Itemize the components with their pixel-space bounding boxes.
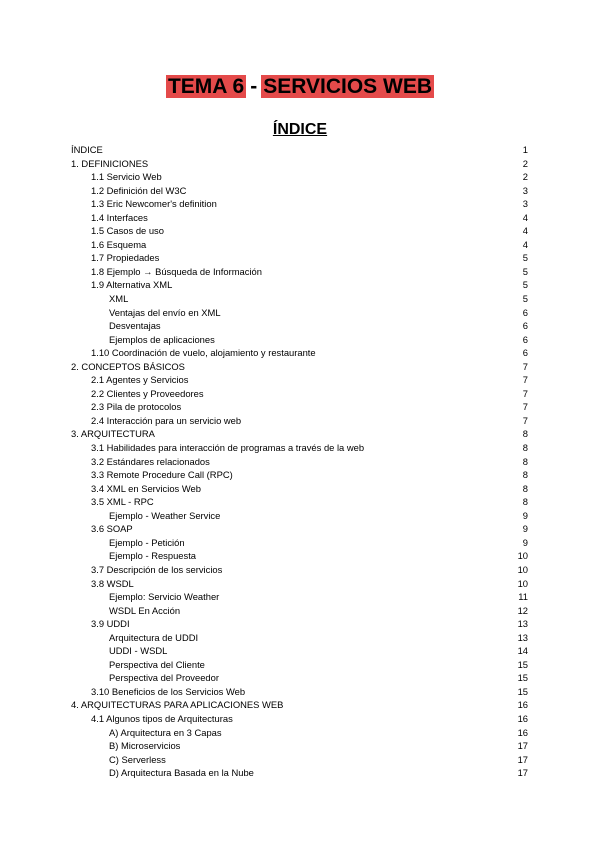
toc-entry[interactable] xyxy=(71,427,528,441)
toc-entry-label[interactable]: 4.1 Algunos tipos de Arquitecturas xyxy=(91,712,233,724)
index-heading: ÍNDICE xyxy=(272,121,328,138)
toc-entry-page-number[interactable]: 5 xyxy=(522,252,528,264)
toc-entry-page-number[interactable]: 3 xyxy=(522,198,528,210)
toc-entry-page-number[interactable]: 10 xyxy=(517,577,528,589)
toc-entry[interactable] xyxy=(71,333,528,347)
toc-entry-page-number[interactable]: 13 xyxy=(517,631,528,643)
toc-entry-label[interactable]: ÍNDICE xyxy=(71,144,103,155)
toc-entry[interactable] xyxy=(71,536,528,550)
toc-entry-page-number[interactable]: 14 xyxy=(517,645,528,657)
toc-entry-label[interactable]: 2.1 Agentes y Servicios xyxy=(91,374,189,386)
toc-entry-label[interactable]: 1.3 Eric Newcomer's definition xyxy=(91,198,217,210)
toc-entry-page-number[interactable]: 4 xyxy=(522,225,528,237)
title-topic-name: SERVICIOS WEB xyxy=(263,75,433,98)
toc-entry[interactable] xyxy=(71,157,528,171)
toc-entry-page-number[interactable]: 8 xyxy=(522,442,528,454)
toc-entry-page-number[interactable]: 9 xyxy=(522,523,528,535)
toc-entry[interactable] xyxy=(71,292,528,306)
toc-entry-page-number[interactable]: 15 xyxy=(517,685,528,697)
toc-entry-page-number[interactable]: 17 xyxy=(517,767,528,779)
toc-entry[interactable] xyxy=(71,522,528,536)
toc-entry-page-number[interactable]: 17 xyxy=(517,753,528,765)
page-title xyxy=(0,74,600,100)
toc-entry-page-number[interactable]: 9 xyxy=(522,536,528,548)
toc-entry[interactable] xyxy=(71,455,528,469)
toc-entry-page-number[interactable]: 9 xyxy=(522,509,528,521)
toc-entry-label[interactable]: 2.2 Clientes y Proveedores xyxy=(91,387,204,399)
toc-entry[interactable] xyxy=(71,278,528,292)
toc-entry-label[interactable]: XML xyxy=(109,293,129,305)
toc-entry-label[interactable]: 3.2 Estándares relacionados xyxy=(91,455,210,467)
toc-entry[interactable] xyxy=(71,197,528,211)
toc-entry-label[interactable]: 1.10 Coordinación de vuelo, alojamiento y restaurante xyxy=(91,347,316,359)
toc-entry-label[interactable]: D) Arquitectura Basada en la Nube xyxy=(109,767,254,779)
toc-entry-label[interactable]: Perspectiva del Proveedor xyxy=(109,672,219,684)
toc-entry[interactable] xyxy=(71,671,528,685)
toc-entry-page-number[interactable]: 10 xyxy=(517,550,528,562)
toc-entry[interactable] xyxy=(71,617,528,631)
toc-entry-label[interactable]: Arquitectura de UDDI xyxy=(109,631,199,643)
toc-entry-label[interactable]: 3.1 Habilidades para interacción de programas a través de la web xyxy=(91,442,365,454)
toc-entry[interactable] xyxy=(71,712,528,726)
toc-entry[interactable] xyxy=(71,319,528,333)
toc-entry[interactable] xyxy=(71,563,528,577)
toc-entry[interactable] xyxy=(71,184,528,198)
toc-entry-page-number[interactable]: 3 xyxy=(522,184,528,196)
toc-entry-page-number[interactable]: 16 xyxy=(517,699,528,711)
toc-entry-label[interactable]: 4. ARQUITECTURAS PARA APLICACIONES WEB xyxy=(71,699,284,711)
toc-entry-page-number[interactable]: 8 xyxy=(522,482,528,494)
toc-entry-label[interactable]: 2.4 Interacción para un servicio web xyxy=(91,414,242,426)
toc-entry-label[interactable]: Ejemplos de aplicaciones xyxy=(109,333,215,345)
toc-entry[interactable] xyxy=(71,482,528,496)
toc-entry-label[interactable]: WSDL En Acción xyxy=(109,604,181,616)
toc-entry[interactable] xyxy=(71,346,528,360)
toc-entry[interactable] xyxy=(71,685,528,699)
toc-entry-page-number[interactable]: 7 xyxy=(522,414,528,426)
toc-entry-page-number[interactable]: 7 xyxy=(522,401,528,413)
toc-entry-label[interactable]: Ejemplo - Petición xyxy=(109,536,185,548)
toc-entry[interactable] xyxy=(71,211,528,225)
toc-entry-page-number[interactable]: 7 xyxy=(522,360,528,372)
toc-entry-page-number[interactable]: 17 xyxy=(517,740,528,752)
toc-entry[interactable] xyxy=(71,495,528,509)
toc-entry[interactable] xyxy=(71,577,528,591)
toc-entry-label[interactable]: 1. DEFINICIONES xyxy=(71,157,149,169)
toc-entry-page-number[interactable]: 12 xyxy=(517,604,528,616)
toc-entry-page-number[interactable]: 7 xyxy=(522,387,528,399)
toc-entry-label[interactable]: 1.9 Alternativa XML xyxy=(91,279,173,291)
toc-entry-page-number[interactable]: 8 xyxy=(522,428,528,440)
toc-entry-page-number[interactable]: 5 xyxy=(522,265,528,277)
toc-entry[interactable] xyxy=(71,441,528,455)
table-of-contents xyxy=(71,143,528,780)
toc-entry[interactable] xyxy=(71,265,528,279)
toc-entry-label[interactable]: 1.8 Ejemplo → Búsqueda de Información xyxy=(91,265,262,277)
toc-entry-label[interactable]: UDDI - WSDL xyxy=(109,645,168,657)
toc-entry-page-number[interactable]: 4 xyxy=(522,211,528,223)
toc-entry[interactable] xyxy=(71,753,528,767)
toc-entry-label[interactable]: Ejemplo: Servicio Weather xyxy=(109,591,220,603)
toc-entry-page-number[interactable]: 6 xyxy=(522,306,528,318)
toc-entry[interactable] xyxy=(71,170,528,184)
toc-entry[interactable] xyxy=(71,509,528,523)
toc-entry-label[interactable]: 3.7 Descripción de los servicios xyxy=(91,563,223,575)
toc-entry-page-number[interactable]: 16 xyxy=(517,712,528,724)
toc-entry-label[interactable]: Ejemplo - Respuesta xyxy=(109,550,197,562)
toc-entry[interactable] xyxy=(71,387,528,401)
toc-entry-label[interactable]: Perspectiva del Cliente xyxy=(109,658,205,670)
toc-entry-page-number[interactable]: 4 xyxy=(522,238,528,250)
toc-entry-page-number[interactable]: 6 xyxy=(522,320,528,332)
toc-entry-label[interactable]: 3.10 Beneficios de los Servicios Web xyxy=(91,685,246,697)
toc-entry-label[interactable]: Ventajas del envío en XML xyxy=(109,306,221,318)
toc-entry-label[interactable]: 1.7 Propiedades xyxy=(91,252,160,264)
toc-entry-label[interactable]: 3.4 XML en Servicios Web xyxy=(91,482,201,494)
toc-entry-label[interactable]: 3.3 Remote Procedure Call (RPC) xyxy=(91,469,233,481)
toc-entry[interactable] xyxy=(71,414,528,428)
toc-entry-label[interactable]: Desventajas xyxy=(109,320,161,332)
toc-entry-label[interactable]: A) Arquitectura en 3 Capas xyxy=(109,726,222,738)
toc-entry-label[interactable]: B) Microservicios xyxy=(109,740,181,752)
toc-entry-label[interactable]: 3.8 WSDL xyxy=(91,577,134,589)
toc-entry-label[interactable]: 2. CONCEPTOS BÁSICOS xyxy=(71,360,185,372)
toc-entry-page-number[interactable]: 15 xyxy=(517,672,528,684)
toc-entry[interactable] xyxy=(71,468,528,482)
toc-entry-page-number[interactable]: 13 xyxy=(517,618,528,630)
toc-entry[interactable] xyxy=(71,360,528,374)
toc-entry-label[interactable]: 1.2 Definición del W3C xyxy=(91,184,187,196)
toc-entry-label[interactable]: 3.6 SOAP xyxy=(91,523,133,535)
toc-entry[interactable] xyxy=(71,726,528,740)
toc-entry[interactable] xyxy=(71,739,528,753)
toc-entry[interactable] xyxy=(71,251,528,265)
title-topic-number: TEMA 6 xyxy=(167,75,245,98)
title-separator: - xyxy=(250,75,258,98)
toc-entry-label[interactable]: 3.9 UDDI xyxy=(91,618,130,630)
toc-entry[interactable] xyxy=(71,698,528,712)
toc-entry-label[interactable]: 3.5 XML - RPC xyxy=(91,496,154,508)
toc-entry-label[interactable]: 1.5 Casos de uso xyxy=(91,225,164,237)
toc-entry-label[interactable]: C) Serverless xyxy=(109,753,166,765)
toc-entry[interactable] xyxy=(71,604,528,618)
toc-entry-page-number[interactable]: 15 xyxy=(517,658,528,670)
toc-entry-page-number[interactable]: 16 xyxy=(517,726,528,738)
toc-entry-label[interactable]: Ejemplo - Weather Service xyxy=(109,509,221,521)
toc-entry-label[interactable]: 1.4 Interfaces xyxy=(91,211,148,223)
toc-entry[interactable] xyxy=(71,238,528,252)
toc-entry[interactable] xyxy=(71,306,528,320)
toc-entry[interactable] xyxy=(71,644,528,658)
toc-entry-page-number[interactable]: 2 xyxy=(522,157,528,169)
toc-entry-page-number[interactable]: 8 xyxy=(522,496,528,508)
toc-entry-page-number[interactable]: 2 xyxy=(522,171,528,183)
toc-entry-page-number[interactable]: 11 xyxy=(518,591,528,603)
toc-entry-label[interactable]: 1.1 Servicio Web xyxy=(91,171,162,183)
toc-entry[interactable] xyxy=(71,224,528,238)
toc-entry-page-number[interactable]: 7 xyxy=(522,374,528,386)
toc-entry-page-number[interactable]: 5 xyxy=(522,293,528,305)
toc-entry-page-number[interactable]: 5 xyxy=(522,279,528,291)
toc-entry-label[interactable]: 3. ARQUITECTURA xyxy=(71,428,155,440)
toc-entry[interactable] xyxy=(71,373,528,387)
toc-entry[interactable] xyxy=(71,143,528,157)
toc-entry-page-number[interactable]: 6 xyxy=(522,333,528,345)
toc-entry-label[interactable]: 2.3 Pila de protocolos xyxy=(91,401,182,413)
toc-entry[interactable] xyxy=(71,400,528,414)
toc-entry[interactable] xyxy=(71,658,528,672)
toc-entry-page-number[interactable]: 6 xyxy=(522,347,528,359)
toc-entry[interactable] xyxy=(71,631,528,645)
toc-entry-label[interactable]: 1.6 Esquema xyxy=(91,238,147,250)
toc-entry[interactable] xyxy=(71,549,528,563)
toc-entry-page-number[interactable]: 8 xyxy=(522,455,528,467)
toc-entry-page-number[interactable]: 1 xyxy=(522,144,528,155)
toc-entry[interactable] xyxy=(71,766,528,780)
toc-entry[interactable] xyxy=(71,590,528,604)
toc-entry-page-number[interactable]: 10 xyxy=(517,563,528,575)
toc-entry-page-number[interactable]: 8 xyxy=(522,469,528,481)
